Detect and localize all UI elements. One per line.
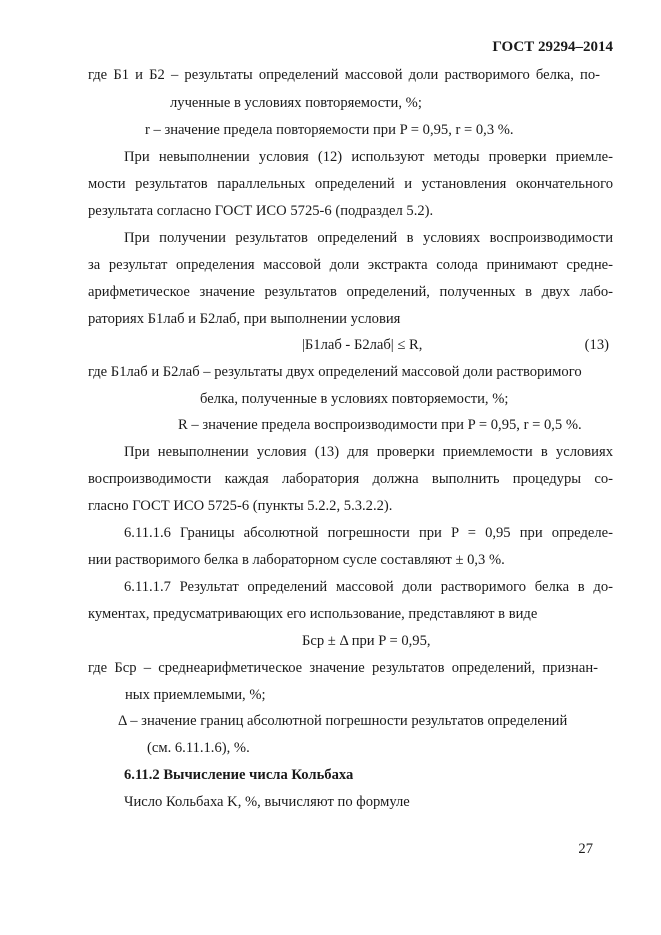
page-number: 27 bbox=[578, 841, 593, 857]
text-line: При получении результатов определений в условиях воспроизводимости bbox=[124, 230, 613, 246]
text-line: белка, полученные в условиях повторяемости, %; bbox=[200, 391, 509, 407]
text-line: где Бср – среднеарифметическое значение результатов определений, признан- bbox=[88, 660, 598, 676]
text-line: раториях Б1лаб и Б2лаб, при выполнении условия bbox=[88, 311, 401, 327]
text-line: Число Кольбаха K, %, вычисляют по формуле bbox=[124, 794, 410, 810]
text-line: за результат определения массовой доли экстракта солода принимают средне- bbox=[88, 257, 613, 273]
text-line: мости результатов параллельных определений и установления окончательного bbox=[88, 176, 613, 192]
section-heading: 6.11.2 Вычисление числа Кольбаха bbox=[124, 767, 354, 783]
formula-13: |Б1лаб - Б2лаб| ≤ R, bbox=[302, 337, 423, 353]
formula-number: (13) bbox=[584, 337, 609, 353]
text-line: 6.11.1.7 Результат определений массовой доли растворимого белка в до- bbox=[124, 579, 613, 595]
text-line: нии растворимого белка в лабораторном сусле составляют ± 0,3 %. bbox=[88, 552, 505, 568]
text-line: Δ – значение границ абсолютной погрешности результатов определений bbox=[118, 713, 568, 729]
text-line: При невыполнении условия (13) для проверки приемлемости в условиях bbox=[124, 444, 613, 460]
text-line: R – значение предела воспроизводимости при P = 0,95, r = 0,5 %. bbox=[178, 417, 582, 433]
text-line: где Б1лаб и Б2лаб – результаты двух определений массовой доли растворимого bbox=[88, 364, 582, 380]
text-line: r – значение предела повторяемости при P = 0,95, r = 0,3 %. bbox=[145, 122, 514, 138]
document-header: ГОСТ 29294–2014 bbox=[492, 39, 613, 55]
text-line: ных приемлемыми, %; bbox=[125, 687, 266, 703]
text-line: арифметическое значение результатов определений, полученных в двух лабо- bbox=[88, 284, 613, 300]
text-line: кументах, предусматривающих его использование, представляют в виде bbox=[88, 606, 538, 622]
text-line: При невыполнении условия (12) используют методы проверки приемле- bbox=[124, 149, 613, 165]
text-line: воспроизводимости каждая лаборатория должна выполнить процедуры со- bbox=[88, 471, 613, 487]
text-line: лученные в условиях повторяемости, %; bbox=[170, 95, 422, 111]
formula-result: Бср ± Δ при P = 0,95, bbox=[302, 633, 431, 649]
text-line: 6.11.1.6 Границы абсолютной погрешности при P = 0,95 при определе- bbox=[124, 525, 613, 541]
text-line: результата согласно ГОСТ ИСО 5725-6 (подраздел 5.2). bbox=[88, 203, 434, 219]
text-line: (см. 6.11.1.6), %. bbox=[147, 740, 250, 756]
text-line: где Б1 и Б2 – результаты определений массовой доли растворимого белка, по- bbox=[88, 67, 600, 83]
text-line: гласно ГОСТ ИСО 5725-6 (пункты 5.2.2, 5.3.2.2). bbox=[88, 498, 393, 514]
